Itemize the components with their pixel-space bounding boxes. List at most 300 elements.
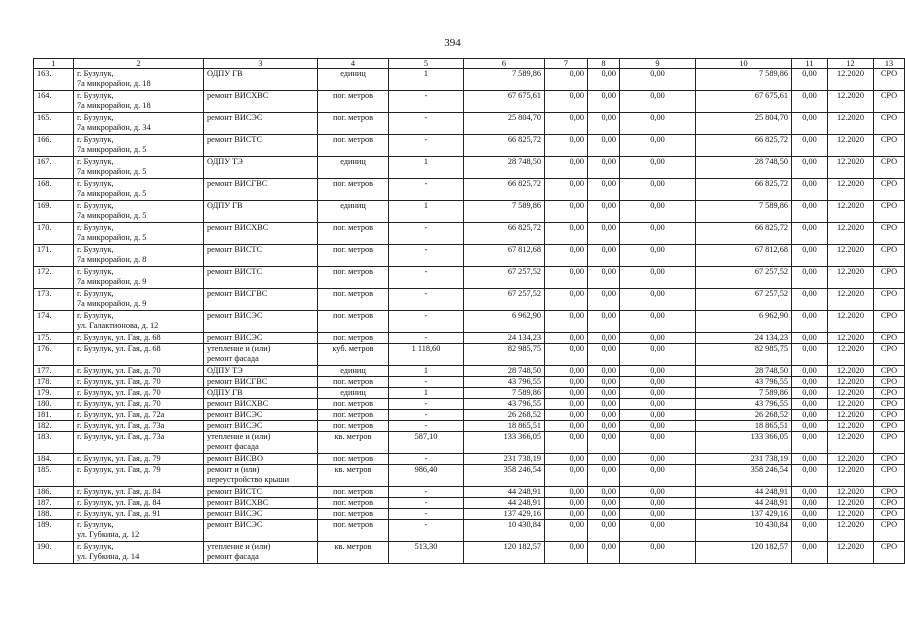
cell-line: г. Бузулук, [77,289,114,298]
cell-row-number: 170. [34,223,74,245]
cell-deadline: 12.2020 [828,432,874,454]
cell-work-type: ремонт ВИСХВС [204,91,318,113]
cell-volume: 1 [389,201,464,223]
cell-fund-amount: 0,00 [545,421,588,432]
column-header: 4 [318,59,389,69]
column-number-row [34,59,905,69]
cell-funding-method: СРО [874,289,905,311]
cell-address [74,135,204,157]
cell-owner-funds: 66 825,72 [696,135,792,157]
cell-volume: - [389,377,464,388]
cell-row-number: 163. [34,69,74,91]
cell-other-funds: 0,00 [792,542,828,564]
cell-deadline: 12.2020 [828,223,874,245]
cell-funding-method: СРО [874,135,905,157]
cell-owner-funds: 6 962,90 [696,311,792,333]
cell-total-cost: 26 268,52 [464,410,545,421]
cell-address: г. Бузулук, ул. Гая, д. 68 [74,344,204,366]
cell-work-type [204,542,318,564]
cell-other-funds: 0,00 [792,377,828,388]
cell-total-cost: 18 865,51 [464,421,545,432]
cell-work-type: ремонт ВИСЭС [204,421,318,432]
cell-other-amount: 0,00 [620,289,696,311]
cell-line: ремонт фасада [207,442,259,451]
cell-other-funds: 0,00 [792,410,828,421]
cell-owner-funds: 10 430,84 [696,520,792,542]
table-row [34,498,905,509]
cell-budget-amount: 0,00 [588,432,620,454]
cell-volume: - [389,509,464,520]
cell-other-amount: 0,00 [620,223,696,245]
cell-fund-amount: 0,00 [545,498,588,509]
cell-budget-amount: 0,00 [588,311,620,333]
cell-line: г. Бузулук, [77,135,114,144]
cell-unit: пог. метров [318,267,389,289]
cell-volume: - [389,223,464,245]
cell-owner-funds: 43 796,55 [696,377,792,388]
cell-fund-amount: 0,00 [545,69,588,91]
cell-funding-method: СРО [874,377,905,388]
cell-row-number: 180. [34,399,74,410]
cell-unit: пог. метров [318,333,389,344]
cell-address: г. Бузулук, ул. Гая, д. 70 [74,388,204,399]
cell-owner-funds: 82 985,75 [696,344,792,366]
cell-fund-amount: 0,00 [545,399,588,410]
cell-row-number: 186. [34,487,74,498]
cell-unit: кв. метров [318,542,389,564]
cell-funding-method: СРО [874,333,905,344]
cell-budget-amount: 0,00 [588,223,620,245]
cell-deadline: 12.2020 [828,498,874,509]
cell-unit: пог. метров [318,509,389,520]
cell-fund-amount: 0,00 [545,91,588,113]
cell-deadline: 12.2020 [828,179,874,201]
cell-work-type: ремонт ВИСЭС [204,410,318,421]
cell-line: 7а микрорайон, д. 5 [77,145,147,154]
column-header: 1 [34,59,74,69]
cell-budget-amount: 0,00 [588,135,620,157]
cell-row-number: 189. [34,520,74,542]
cell-line: ремонт фасада [207,552,259,561]
column-header: 2 [74,59,204,69]
cell-line: г. Бузулук, [77,542,114,551]
cell-fund-amount: 0,00 [545,201,588,223]
cell-line: г. Бузулук, [77,69,114,78]
cell-total-cost: 67 812,68 [464,245,545,267]
cell-unit: пог. метров [318,311,389,333]
cell-other-amount: 0,00 [620,267,696,289]
cell-other-amount: 0,00 [620,344,696,366]
table-row [34,179,905,201]
cell-fund-amount: 0,00 [545,113,588,135]
cell-row-number: 179. [34,388,74,399]
cell-row-number: 165. [34,113,74,135]
cell-funding-method: СРО [874,509,905,520]
cell-line: 7а микрорайон, д. 5 [77,211,147,220]
cell-budget-amount: 0,00 [588,267,620,289]
cell-owner-funds: 67 257,52 [696,289,792,311]
cell-line: 7а микрорайон, д. 18 [77,79,151,88]
cell-address [74,179,204,201]
cell-unit: пог. метров [318,399,389,410]
cell-unit: пог. метров [318,179,389,201]
cell-deadline: 12.2020 [828,509,874,520]
cell-unit: единиц [318,201,389,223]
cell-address [74,157,204,179]
table-row [34,311,905,333]
table-row [34,333,905,344]
cell-funding-method: СРО [874,542,905,564]
cell-address: г. Бузулук, ул. Гая, д. 79 [74,465,204,487]
table-row [34,344,905,366]
cell-other-amount: 0,00 [620,509,696,520]
cell-work-type: ремонт ВИСХВС [204,399,318,410]
cell-budget-amount: 0,00 [588,69,620,91]
cell-work-type: ремонт ВИСЭС [204,520,318,542]
cell-other-funds: 0,00 [792,267,828,289]
cell-deadline: 12.2020 [828,465,874,487]
cell-fund-amount: 0,00 [545,454,588,465]
cell-volume: 1 [389,157,464,179]
cell-line: г. Бузулук, [77,267,114,276]
cell-total-cost: 67 257,52 [464,267,545,289]
cell-budget-amount: 0,00 [588,245,620,267]
cell-total-cost: 120 182,57 [464,542,545,564]
cell-other-funds: 0,00 [792,91,828,113]
cell-total-cost: 66 825,72 [464,179,545,201]
cell-owner-funds: 7 589,86 [696,201,792,223]
cell-work-type: ремонт ВИСТС [204,135,318,157]
cell-deadline: 12.2020 [828,388,874,399]
cell-fund-amount: 0,00 [545,245,588,267]
cell-unit: пог. метров [318,135,389,157]
cell-work-type: ремонт ВИСЭС [204,333,318,344]
cell-other-amount: 0,00 [620,69,696,91]
cell-other-funds: 0,00 [792,157,828,179]
cell-deadline: 12.2020 [828,410,874,421]
cell-other-amount: 0,00 [620,135,696,157]
cell-total-cost: 137 429,16 [464,509,545,520]
cell-address [74,69,204,91]
cell-work-type: ремонт ВИСГВС [204,179,318,201]
cell-funding-method: СРО [874,157,905,179]
cell-line: утепление и (или) [207,344,271,353]
cell-row-number: 169. [34,201,74,223]
cell-address [74,267,204,289]
cell-unit: куб. метров [318,344,389,366]
cell-owner-funds: 25 804,70 [696,113,792,135]
cell-line: 7а микрорайон, д. 5 [77,189,147,198]
cell-work-type: ремонт ВИСГВС [204,377,318,388]
cell-line: г. Бузулук, [77,201,114,210]
cell-line: ул. Галактионова, д. 12 [77,321,159,330]
cell-line: г. Бузулук, [77,179,114,188]
cell-work-type: ремонт ВИСВО [204,454,318,465]
cell-deadline: 12.2020 [828,333,874,344]
table-row [34,201,905,223]
cell-deadline: 12.2020 [828,377,874,388]
cell-other-amount: 0,00 [620,520,696,542]
cell-budget-amount: 0,00 [588,520,620,542]
cell-line: переустройство крыши [207,475,290,484]
cell-total-cost: 28 748,50 [464,157,545,179]
cell-unit: единиц [318,366,389,377]
cell-unit: пог. метров [318,289,389,311]
cell-unit: пог. метров [318,223,389,245]
cell-work-type: ремонт ВИСЭС [204,509,318,520]
cell-funding-method: СРО [874,465,905,487]
cell-fund-amount: 0,00 [545,179,588,201]
cell-owner-funds: 231 738,19 [696,454,792,465]
cell-budget-amount: 0,00 [588,542,620,564]
cell-deadline: 12.2020 [828,91,874,113]
cell-unit: единиц [318,69,389,91]
cell-row-number: 175. [34,333,74,344]
cell-volume: - [389,311,464,333]
table-row [34,377,905,388]
cell-funding-method: СРО [874,344,905,366]
cell-budget-amount: 0,00 [588,410,620,421]
cell-funding-method: СРО [874,223,905,245]
cell-unit: пог. метров [318,454,389,465]
cell-budget-amount: 0,00 [588,421,620,432]
table-row [34,410,905,421]
cell-owner-funds: 137 429,16 [696,509,792,520]
cell-other-funds: 0,00 [792,223,828,245]
table-row [34,135,905,157]
cell-address: г. Бузулук, ул. Гая, д. 70 [74,399,204,410]
cell-other-amount: 0,00 [620,201,696,223]
cell-deadline: 12.2020 [828,157,874,179]
cell-funding-method: СРО [874,498,905,509]
table-row [34,465,905,487]
cell-other-funds: 0,00 [792,498,828,509]
cell-line: 7а микрорайон, д. 5 [77,167,147,176]
column-header: 13 [874,59,905,69]
cell-funding-method: СРО [874,311,905,333]
cell-work-type: ремонт ВИСХВС [204,223,318,245]
cell-other-funds: 0,00 [792,432,828,454]
cell-budget-amount: 0,00 [588,333,620,344]
cell-work-type [204,344,318,366]
table-row [34,432,905,454]
cell-work-type: ОДПУ ГВ [204,201,318,223]
cell-other-funds: 0,00 [792,311,828,333]
cell-deadline: 12.2020 [828,69,874,91]
cell-address: г. Бузулук, ул. Гая, д. 84 [74,498,204,509]
cell-other-amount: 0,00 [620,366,696,377]
cell-other-funds: 0,00 [792,135,828,157]
cell-total-cost: 67 675,61 [464,91,545,113]
cell-address: г. Бузулук, ул. Гая, д. 73а [74,432,204,454]
cell-deadline: 12.2020 [828,366,874,377]
cell-other-amount: 0,00 [620,498,696,509]
cell-fund-amount: 0,00 [545,520,588,542]
cell-work-type [204,432,318,454]
cell-address: г. Бузулук, ул. Гая, д. 84 [74,487,204,498]
cell-total-cost: 28 748,50 [464,366,545,377]
column-header: 9 [620,59,696,69]
cell-other-funds: 0,00 [792,487,828,498]
cell-unit: пог. метров [318,113,389,135]
table-row [34,388,905,399]
cell-total-cost: 25 804,70 [464,113,545,135]
table-row [34,399,905,410]
cell-budget-amount: 0,00 [588,113,620,135]
cell-unit: кв. метров [318,465,389,487]
cell-work-type: ремонт ВИСХВС [204,498,318,509]
cell-work-type: ОДПУ ТЭ [204,366,318,377]
cell-funding-method: СРО [874,399,905,410]
cell-line: утепление и (или) [207,542,271,551]
cell-address: г. Бузулук, ул. Гая, д. 70 [74,377,204,388]
cell-deadline: 12.2020 [828,135,874,157]
cell-budget-amount: 0,00 [588,201,620,223]
cell-owner-funds: 120 182,57 [696,542,792,564]
table-row [34,113,905,135]
cell-unit: пог. метров [318,377,389,388]
table-row [34,69,905,91]
cell-volume: - [389,410,464,421]
cell-row-number: 166. [34,135,74,157]
cell-other-amount: 0,00 [620,542,696,564]
cell-total-cost: 7 589,86 [464,201,545,223]
cell-address [74,245,204,267]
cell-fund-amount: 0,00 [545,366,588,377]
cell-budget-amount: 0,00 [588,509,620,520]
cell-line: г. Бузулук, [77,223,114,232]
cell-total-cost: 43 796,55 [464,377,545,388]
cell-budget-amount: 0,00 [588,344,620,366]
cell-total-cost: 6 962,90 [464,311,545,333]
cell-unit: единиц [318,388,389,399]
cell-total-cost: 10 430,84 [464,520,545,542]
column-header: 12 [828,59,874,69]
cell-unit: пог. метров [318,421,389,432]
table-row [34,421,905,432]
cell-deadline: 12.2020 [828,201,874,223]
cell-total-cost: 7 589,86 [464,69,545,91]
column-header: 8 [588,59,620,69]
cell-other-amount: 0,00 [620,91,696,113]
cell-row-number: 187. [34,498,74,509]
cell-address [74,91,204,113]
cell-owner-funds: 26 268,52 [696,410,792,421]
cell-other-amount: 0,00 [620,311,696,333]
cell-volume: - [389,399,464,410]
cell-line: г. Бузулук, [77,157,114,166]
column-header: 7 [545,59,588,69]
cell-fund-amount: 0,00 [545,311,588,333]
cell-volume: - [389,267,464,289]
cell-other-funds: 0,00 [792,69,828,91]
cell-deadline: 12.2020 [828,520,874,542]
cell-funding-method: СРО [874,91,905,113]
cell-line: ул. Губкина, д. 12 [77,530,140,539]
cell-row-number: 167. [34,157,74,179]
cell-owner-funds: 28 748,50 [696,157,792,179]
cell-other-funds: 0,00 [792,388,828,399]
table-row [34,267,905,289]
cell-funding-method: СРО [874,201,905,223]
cell-line: 7а микрорайон, д. 9 [77,277,147,286]
cell-deadline: 12.2020 [828,289,874,311]
cell-fund-amount: 0,00 [545,223,588,245]
cell-total-cost: 44 248,91 [464,498,545,509]
cell-owner-funds: 358 246,54 [696,465,792,487]
cell-address [74,520,204,542]
cell-row-number: 183. [34,432,74,454]
cell-funding-method: СРО [874,520,905,542]
cell-other-amount: 0,00 [620,377,696,388]
cell-work-type: ОДПУ ТЭ [204,157,318,179]
cell-funding-method: СРО [874,69,905,91]
cell-work-type: ремонт ВИСГВС [204,289,318,311]
cell-work-type: ремонт ВИСЭС [204,311,318,333]
cell-other-amount: 0,00 [620,157,696,179]
cell-funding-method: СРО [874,113,905,135]
table-row [34,509,905,520]
cell-deadline: 12.2020 [828,454,874,465]
cell-line: г. Бузулук, [77,91,114,100]
cell-line: г. Бузулук, [77,245,114,254]
cell-row-number: 190. [34,542,74,564]
cell-total-cost: 67 257,52 [464,289,545,311]
cell-volume: - [389,520,464,542]
cell-budget-amount: 0,00 [588,487,620,498]
cell-line: 7а микрорайон, д. 8 [77,255,147,264]
cell-total-cost: 66 825,72 [464,135,545,157]
table-row [34,245,905,267]
cell-funding-method: СРО [874,366,905,377]
cell-total-cost: 24 134,23 [464,333,545,344]
cell-line: г. Бузулук, [77,520,114,529]
cell-row-number: 171. [34,245,74,267]
cell-row-number: 185. [34,465,74,487]
cell-unit: пог. метров [318,410,389,421]
cell-deadline: 12.2020 [828,267,874,289]
cell-other-funds: 0,00 [792,421,828,432]
column-header: 5 [389,59,464,69]
cell-fund-amount: 0,00 [545,377,588,388]
cell-deadline: 12.2020 [828,245,874,267]
cell-owner-funds: 24 134,23 [696,333,792,344]
cell-work-type: ремонт ВИСЭС [204,113,318,135]
cell-row-number: 184. [34,454,74,465]
cell-line: ремонт фасада [207,354,259,363]
cell-unit: пог. метров [318,487,389,498]
cell-address [74,201,204,223]
cell-total-cost: 66 825,72 [464,223,545,245]
cell-address: г. Бузулук, ул. Гая, д. 91 [74,509,204,520]
cell-line: ул. Губкина, д. 14 [77,552,140,561]
cell-fund-amount: 0,00 [545,289,588,311]
cell-total-cost: 358 246,54 [464,465,545,487]
cell-other-amount: 0,00 [620,388,696,399]
cell-volume: 1 [389,366,464,377]
cell-other-amount: 0,00 [620,333,696,344]
cell-owner-funds: 67 257,52 [696,267,792,289]
cell-work-type: ремонт ВИСТС [204,487,318,498]
cell-owner-funds: 18 865,51 [696,421,792,432]
table-row [34,487,905,498]
register-table [33,58,905,564]
cell-unit: пог. метров [318,91,389,113]
cell-line: 7а микрорайон, д. 5 [77,233,147,242]
cell-work-type: ОДПУ ГВ [204,69,318,91]
cell-other-funds: 0,00 [792,201,828,223]
cell-volume: - [389,421,464,432]
